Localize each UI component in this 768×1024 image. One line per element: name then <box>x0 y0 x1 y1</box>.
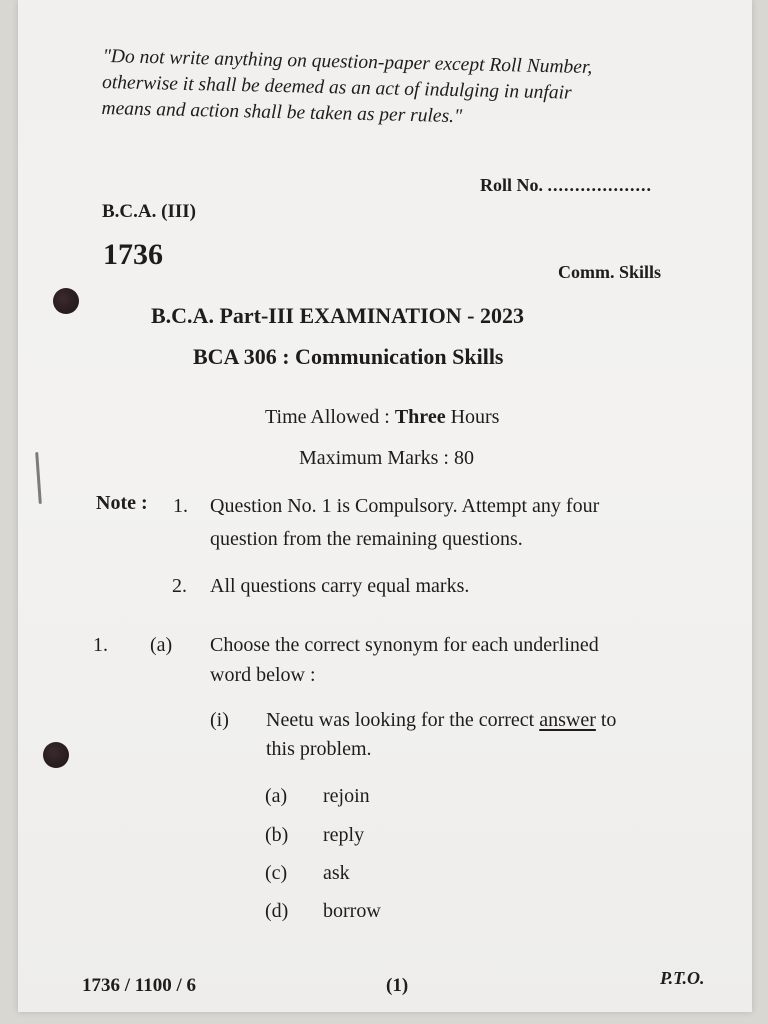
option-label: (b) <box>265 824 289 846</box>
paper-number: 1736 <box>103 238 163 271</box>
option-label: (c) <box>265 862 288 884</box>
option-text: borrow <box>323 900 381 922</box>
note-number: 1. <box>173 495 188 517</box>
time-allowed <box>265 406 499 429</box>
subquestion-text: this problem. <box>266 738 372 760</box>
time-suffix: Hours <box>445 406 500 428</box>
roll-number-field <box>480 175 652 196</box>
warning-line: "Do not write anything on question-paper except Roll Number, <box>102 45 593 79</box>
warning-notice <box>101 44 703 136</box>
warning-line: otherwise it shall be deemed as an act of indulging in unfair <box>101 71 572 104</box>
subject-short: Comm. Skills <box>558 262 662 282</box>
roll-no-blank: ................... <box>547 175 652 195</box>
note-text: All questions carry equal marks. <box>210 575 470 597</box>
note-text: Question No. 1 is Compulsory. Attempt any four <box>210 495 600 517</box>
warning-line: means and action shall be taken as per rules." <box>101 97 463 128</box>
punch-hole <box>53 288 79 314</box>
subquestion-number: (i) <box>210 709 229 731</box>
maximum-marks: Maximum Marks : 80 <box>299 447 474 469</box>
subquestion-text-part: Neetu was looking for the correct <box>266 709 540 731</box>
page-number: (1) <box>386 975 409 996</box>
note-text: question from the remaining questions. <box>210 528 523 550</box>
subquestion-text <box>266 709 616 732</box>
question-number: 1. <box>93 634 108 656</box>
exam-title: B.C.A. Part-III EXAMINATION - 2023 <box>151 303 524 328</box>
please-turn-over: P.T.O. <box>660 968 705 988</box>
course-code: B.C.A. (III) <box>102 201 196 222</box>
option-text: rejoin <box>323 785 370 807</box>
underlined-word: answer <box>539 709 596 731</box>
option-text: ask <box>323 862 350 884</box>
option-label: (a) <box>265 785 288 807</box>
option-text: reply <box>323 824 365 846</box>
footer-code: 1736 / 1100 / 6 <box>82 975 197 996</box>
note-number: 2. <box>172 575 187 597</box>
subquestion-text-part: to <box>595 709 617 731</box>
roll-no-label: Roll No. <box>480 175 543 195</box>
time-value: Three <box>394 406 446 428</box>
option-label: (d) <box>265 900 289 922</box>
punch-hole <box>43 742 69 768</box>
question-prompt: Choose the correct synonym for each underlined <box>210 634 599 656</box>
paper-title: BCA 306 : Communication Skills <box>193 344 504 369</box>
question-part: (a) <box>150 634 173 656</box>
note-label: Note : <box>96 492 148 514</box>
question-prompt: word below : <box>210 664 316 686</box>
time-prefix: Time Allowed : <box>265 406 395 428</box>
